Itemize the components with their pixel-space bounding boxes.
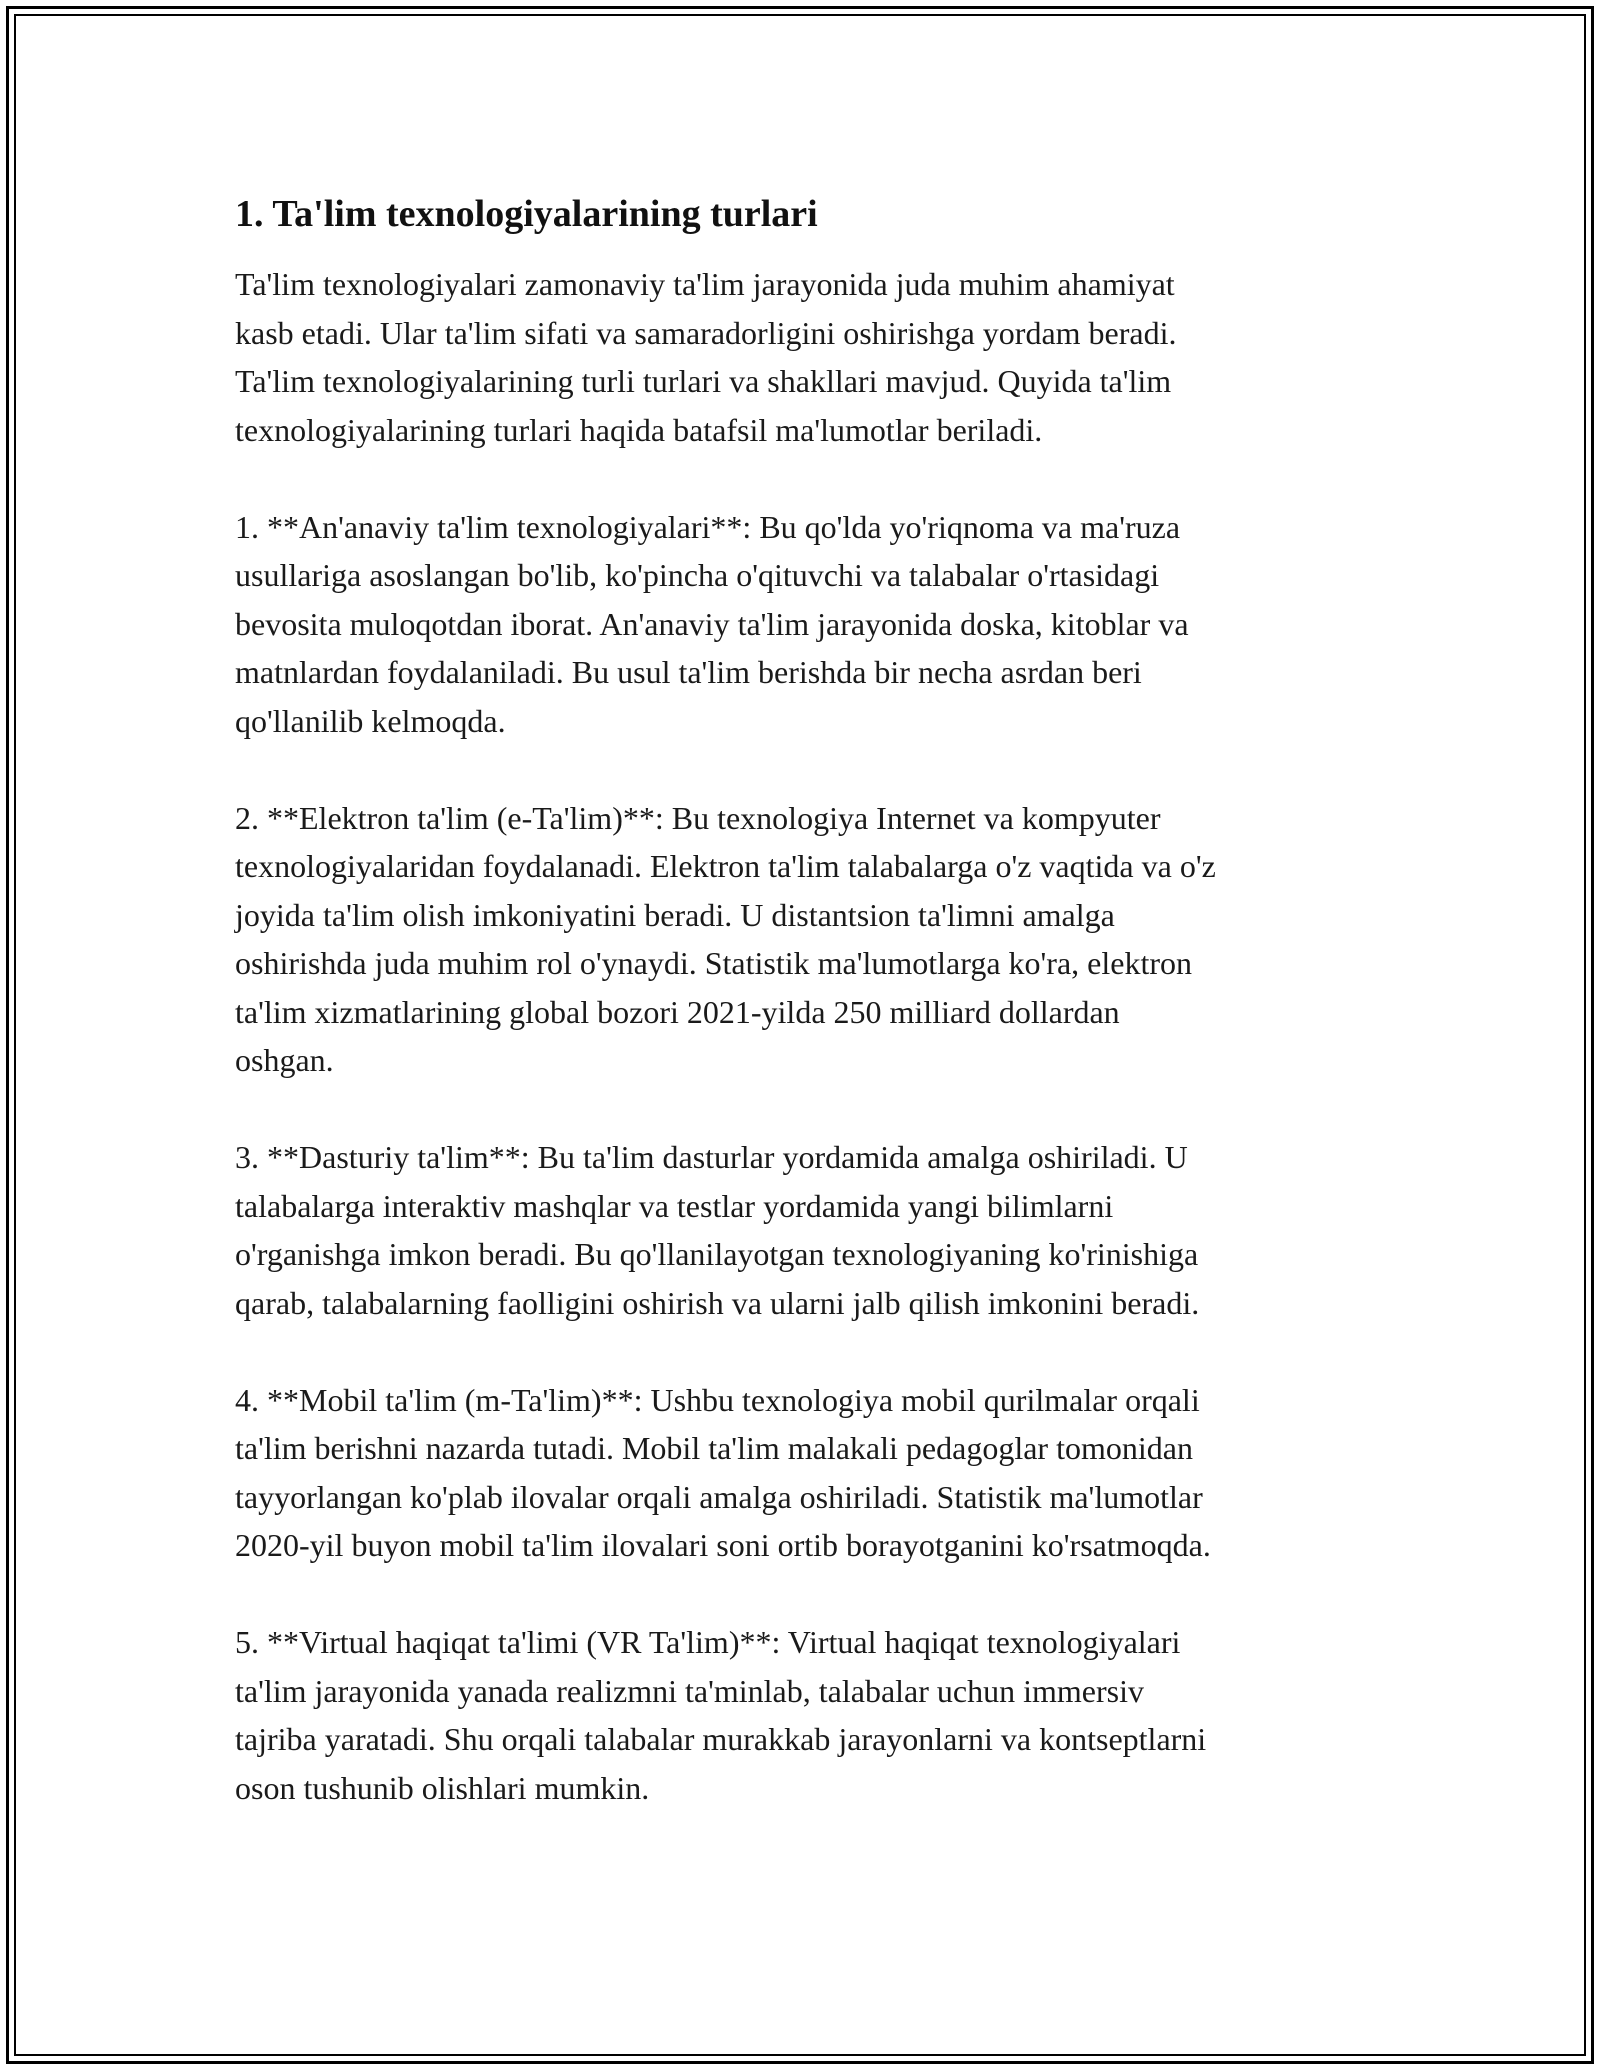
list-item-mobile-learning (235, 1376, 1365, 1570)
paragraph-line: qarab, talabalarning faolligini oshirish va ularni jalb qilish imkonini beradi. (235, 1284, 1200, 1321)
paragraph-line: matnlardan foydalaniladi. Bu usul ta'lim berishda bir necha asrdan beri (235, 654, 1142, 690)
paragraph-line: ta'lim jarayonida yanada realizmni ta'minlab, talabalar uchun immersiv (235, 1672, 1144, 1709)
section-heading: 1. Ta'lim texnologiyalarining turlari (235, 193, 818, 235)
list-item-vr-learning (235, 1618, 1365, 1812)
paragraph-line: texnologiyalaridan foydalanadi. Elektron ta'lim talabalarga o'z vaqtida va o'z (235, 848, 1216, 884)
list-item-e-learning (235, 794, 1365, 1085)
paragraph-line: 5. **Virtual haqiqat ta'limi (VR Ta'lim)**: Virtual haqiqat texnologiyalari (235, 1624, 1181, 1660)
paragraph-line: 3. **Dasturiy ta'lim**: Bu ta'lim dasturlar yordamida amalga oshiriladi. U (235, 1139, 1188, 1175)
document-page (235, 186, 1365, 1861)
list-item-software-learning (235, 1133, 1365, 1327)
paragraph-line: o'rganishga imkon beradi. Bu qo'llanilayotgan texnologiyaning ko'rinishiga (235, 1236, 1199, 1272)
paragraph-line: bevosita muloqotdan iborat. An'anaviy ta'lim jarayonida doska, kitoblar va (235, 605, 1189, 642)
paragraph-line: 4. **Mobil ta'lim (m-Ta'lim)**: Ushbu texnologiya mobil qurilmalar orqali (235, 1381, 1200, 1418)
intro-paragraph (235, 260, 1365, 454)
paragraph-line: talabalarga interaktiv mashqlar va testlar yordamida yangi bilimlarni (235, 1187, 1114, 1224)
paragraph-line: tayyorlangan ko'plab ilovalar orqali amalga oshiriladi. Statistik ma'lumotlar (235, 1478, 1203, 1515)
paragraph-line: oshgan. (235, 1042, 334, 1078)
paragraph-line: 2020-yil buyon mobil ta'lim ilovalari soni ortib borayotganini ko'rsatmoqda. (235, 1527, 1211, 1563)
paragraph-line: qo'llanilib kelmoqda. (235, 702, 506, 739)
paragraph-line: usullariga asoslangan bo'lib, ko'pincha o'qituvchi va talabalar o'rtasidagi (235, 557, 1160, 593)
paragraph-line: ta'lim berishni nazarda tutadi. Mobil ta'lim malakali pedagoglar tomonidan (235, 1430, 1193, 1466)
paragraph-line: 1. **An'anaviy ta'lim texnologiyalari**: Bu qo'lda yo'riqnoma va ma'ruza (235, 508, 1181, 545)
paragraph-line: texnologiyalarining turlari haqida batafsil ma'lumotlar beriladi. (235, 411, 1043, 448)
paragraph-line: Ta'lim texnologiyalari zamonaviy ta'lim jarayonida juda muhim ahamiyat (235, 266, 1175, 302)
paragraph-line: Ta'lim texnologiyalarining turli turlari va shakllari mavjud. Quyida ta'lim (235, 363, 1172, 399)
paragraph-line: 2. **Elektron ta'lim (e-Ta'lim)**: Bu texnologiya Internet va kompyuter (235, 799, 1161, 836)
paragraph-line: oson tushunib olishlari mumkin. (235, 1769, 650, 1806)
paragraph-line: ta'lim xizmatlarining global bozori 2021-yilda 250 milliard dollardan (235, 993, 1120, 1030)
paragraph-line: kasb etadi. Ular ta'lim sifati va samaradorligini oshirishga yordam beradi. (235, 314, 1177, 351)
paragraph-line: oshirishda juda muhim rol o'ynaydi. Statistik ma'lumotlarga ko'ra, elektron (235, 945, 1192, 981)
paragraph-line: joyida ta'lim olish imkoniyatini beradi. U distantsion ta'limni amalga (235, 896, 1115, 933)
paragraph-line: tajriba yaratadi. Shu orqali talabalar murakkab jarayonlarni va kontseptlarni (235, 1721, 1207, 1757)
list-item-traditional (235, 503, 1365, 746)
